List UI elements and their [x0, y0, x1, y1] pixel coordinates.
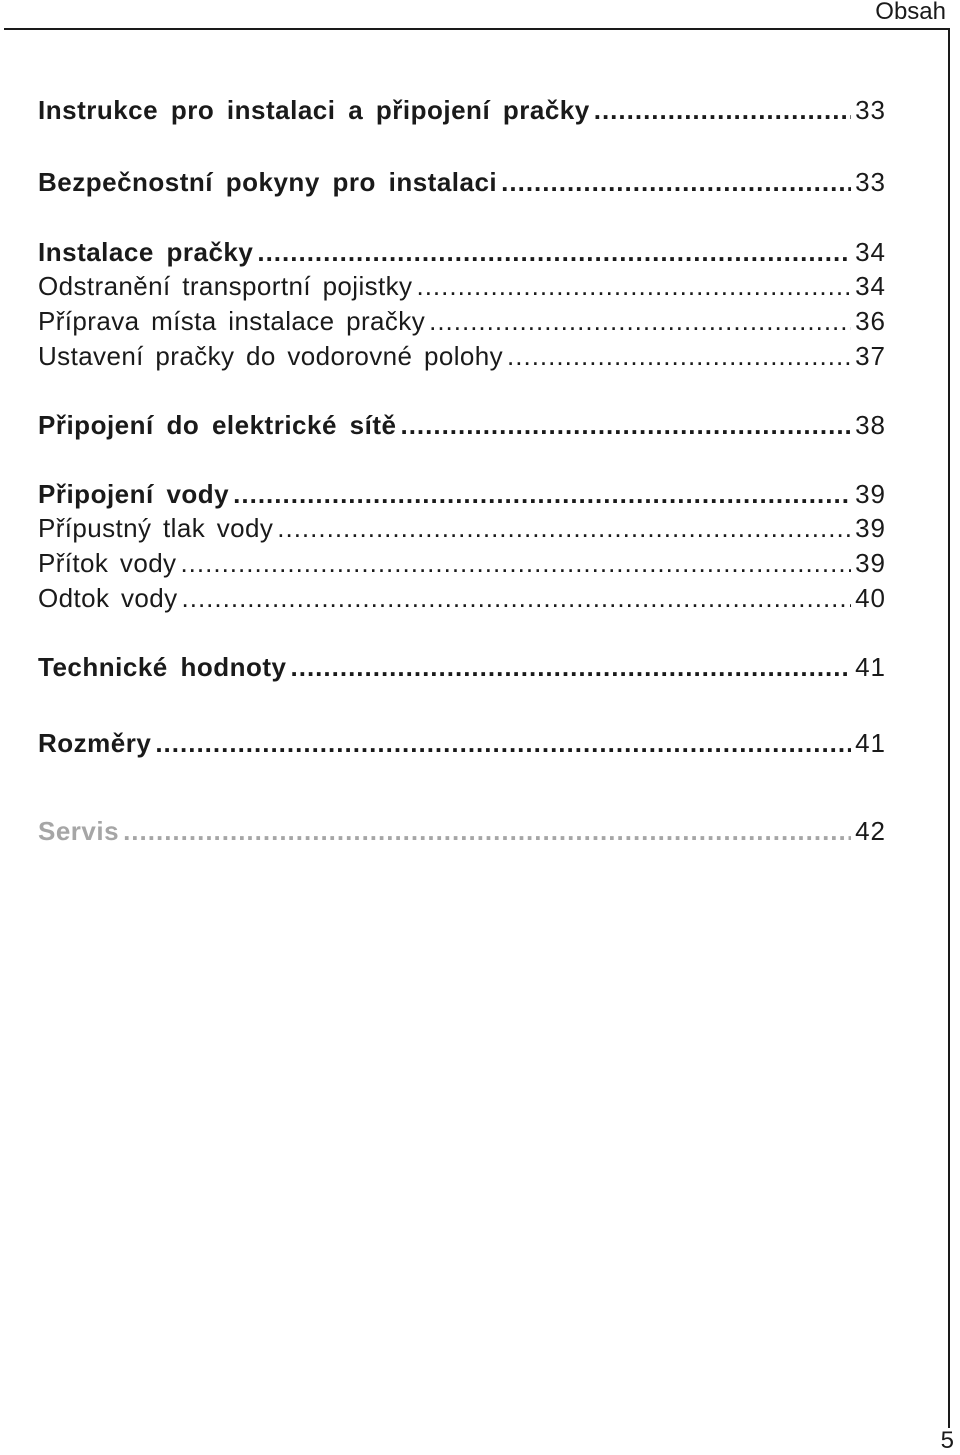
toc-entry-page: 33	[855, 167, 886, 197]
toc-entry-page: 37	[855, 341, 886, 371]
toc-entry-title: Odstranění transportní pojistky	[38, 271, 413, 301]
dot-leader	[123, 815, 851, 847]
toc-entry-technical-data[interactable]	[38, 651, 886, 683]
toc-entry-installation-instructions[interactable]	[38, 94, 886, 126]
toc-entry-water-connection[interactable]	[38, 478, 886, 510]
header-rule	[4, 28, 948, 30]
toc-entry-electrical-connection[interactable]	[38, 409, 886, 441]
toc-entry-title: Odtok vody	[38, 583, 178, 613]
page-number: 5	[940, 1427, 954, 1454]
dot-leader	[182, 582, 852, 614]
toc-entry-service[interactable]	[38, 815, 886, 847]
toc-entry-page: 33	[855, 95, 886, 125]
toc-entry-title: Ustavení pračky do vodorovné polohy	[38, 341, 504, 371]
toc-entry-title: Technické hodnoty	[38, 652, 287, 682]
toc-entry-dimensions[interactable]	[38, 727, 886, 759]
toc-entry-water-inlet[interactable]	[38, 547, 886, 579]
dot-leader	[429, 305, 851, 337]
toc-entry-title: Servis	[38, 816, 120, 846]
toc-entry-installation[interactable]	[38, 236, 886, 268]
toc-entry-transport-lock[interactable]	[38, 270, 886, 302]
toc-entry-title: Příprava místa instalace pračky	[38, 306, 426, 336]
toc-entry-title: Přípustný tlak vody	[38, 513, 274, 543]
toc-entry-safety-instructions[interactable]	[38, 166, 886, 198]
toc-entry-page: 39	[855, 513, 886, 543]
side-rule	[948, 28, 950, 1428]
dot-leader	[594, 94, 851, 126]
dot-leader	[257, 236, 851, 268]
toc-entry-page: 34	[855, 237, 886, 267]
toc-entry-page: 34	[855, 271, 886, 301]
toc-entry-title: Připojení vody	[38, 479, 230, 509]
dot-leader	[501, 166, 851, 198]
dot-leader	[277, 512, 851, 544]
header-label: Obsah	[875, 0, 946, 25]
dot-leader	[233, 478, 851, 510]
dot-leader	[155, 727, 851, 759]
toc-entry-title: Instrukce pro instalaci a připojení pračky	[38, 95, 590, 125]
toc-entry-title: Instalace pračky	[38, 237, 254, 267]
toc-entry-page: 36	[855, 306, 886, 336]
toc-entry-page: 39	[855, 548, 886, 578]
toc-entry-page: 39	[855, 479, 886, 509]
toc-entry-leveling[interactable]	[38, 340, 886, 372]
toc-entry-page: 42	[855, 816, 886, 846]
toc-entry-page: 40	[855, 583, 886, 613]
dot-leader	[180, 547, 851, 579]
toc-entry-title: Bezpečnostní pokyny pro instalaci	[38, 167, 498, 197]
toc-entry-page: 38	[855, 410, 886, 440]
dot-leader	[416, 270, 851, 302]
dot-leader	[400, 409, 851, 441]
toc-entry-site-preparation[interactable]	[38, 305, 886, 337]
toc-entry-title: Rozměry	[38, 728, 152, 758]
toc-entry-page: 41	[855, 728, 886, 758]
toc-entry-title: Přítok vody	[38, 548, 177, 578]
dot-leader	[507, 340, 851, 372]
toc-entry-title: Připojení do elektrické sítě	[38, 410, 397, 440]
toc-entry-water-pressure[interactable]	[38, 512, 886, 544]
dot-leader	[291, 651, 852, 683]
toc-entry-page: 41	[855, 652, 886, 682]
toc-entry-water-drain[interactable]	[38, 582, 886, 614]
